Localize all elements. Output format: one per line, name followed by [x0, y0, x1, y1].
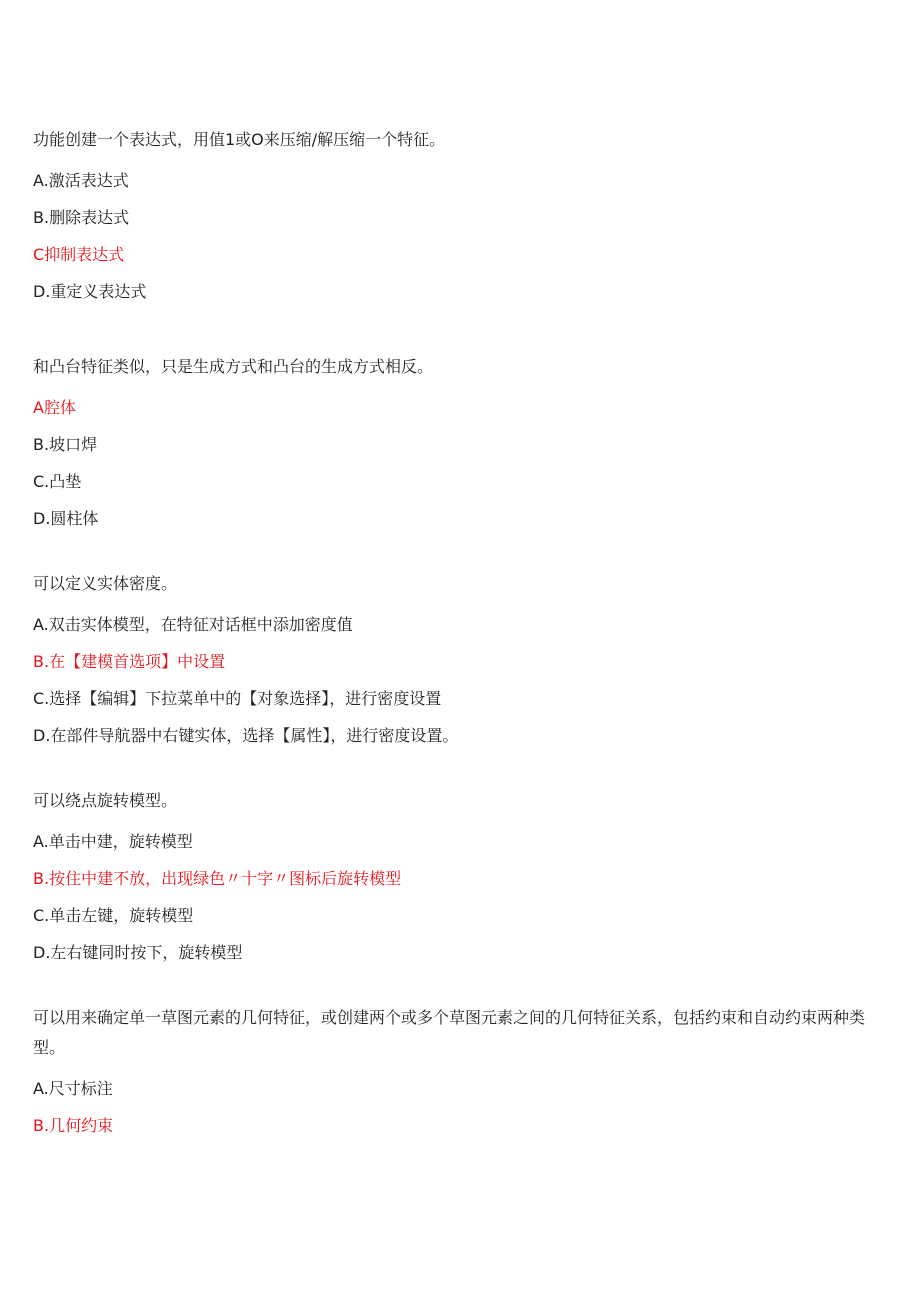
question-2	[33, 352, 893, 530]
question-text: 可以用来确定单一草图元素的几何特征，或创建两个或多个草图元素之间的几何特征关系，包括约束和自动约束两种类型。	[33, 1008, 866, 1057]
option-b-correct: B.在【建模首选项】中设置	[33, 652, 226, 671]
option-list	[33, 155, 893, 303]
question-1	[33, 125, 893, 303]
option-c: C.单击左键，旋转模型	[33, 906, 194, 925]
question-text: 可以绕点旋转模型。	[33, 791, 178, 810]
option-d: D.左右键同时按下，旋转模型	[33, 943, 243, 962]
question-text: 和凸台特征类似，只是生成方式和凸台的生成方式相反。	[33, 357, 434, 376]
option-b-correct: B.几何约束	[33, 1116, 114, 1135]
option-d: D.在部件导航器中右键实体，选择【属性】，进行密度设置。	[33, 726, 459, 745]
option-a: A.单击中建，旋转模型	[33, 832, 193, 851]
option-a: A.双击实体模型，在特征对话框中添加密度值	[33, 615, 353, 634]
option-d: D.圆柱体	[33, 509, 99, 528]
option-b-correct: B.按住中建不放，出现绿色〃十字〃图标后旋转模型	[33, 869, 402, 888]
option-b: B.删除表达式	[33, 208, 130, 227]
option-c-correct: C抑制表达式	[33, 245, 125, 264]
option-c: C.凸垫	[33, 472, 82, 491]
option-a: A.尺寸标注	[33, 1079, 113, 1098]
question-4	[33, 786, 893, 964]
question-3	[33, 569, 893, 747]
question-text: 功能创建一个表达式，用值1或O来压缩/解压缩一个特征。	[33, 130, 446, 149]
option-b: B.坡口焊	[33, 435, 98, 454]
option-list	[33, 1063, 893, 1137]
option-a: A.激活表达式	[33, 171, 129, 190]
question-5	[33, 1003, 893, 1137]
option-d: D.重定义表达式	[33, 282, 147, 301]
option-list	[33, 816, 893, 964]
option-a-correct: A腔体	[33, 398, 76, 417]
option-list	[33, 382, 893, 530]
option-list	[33, 599, 893, 747]
question-text: 可以定义实体密度。	[33, 574, 178, 593]
option-c: C.选择【编辑】下拉菜单中的【对象选择】，进行密度设置	[33, 689, 442, 708]
